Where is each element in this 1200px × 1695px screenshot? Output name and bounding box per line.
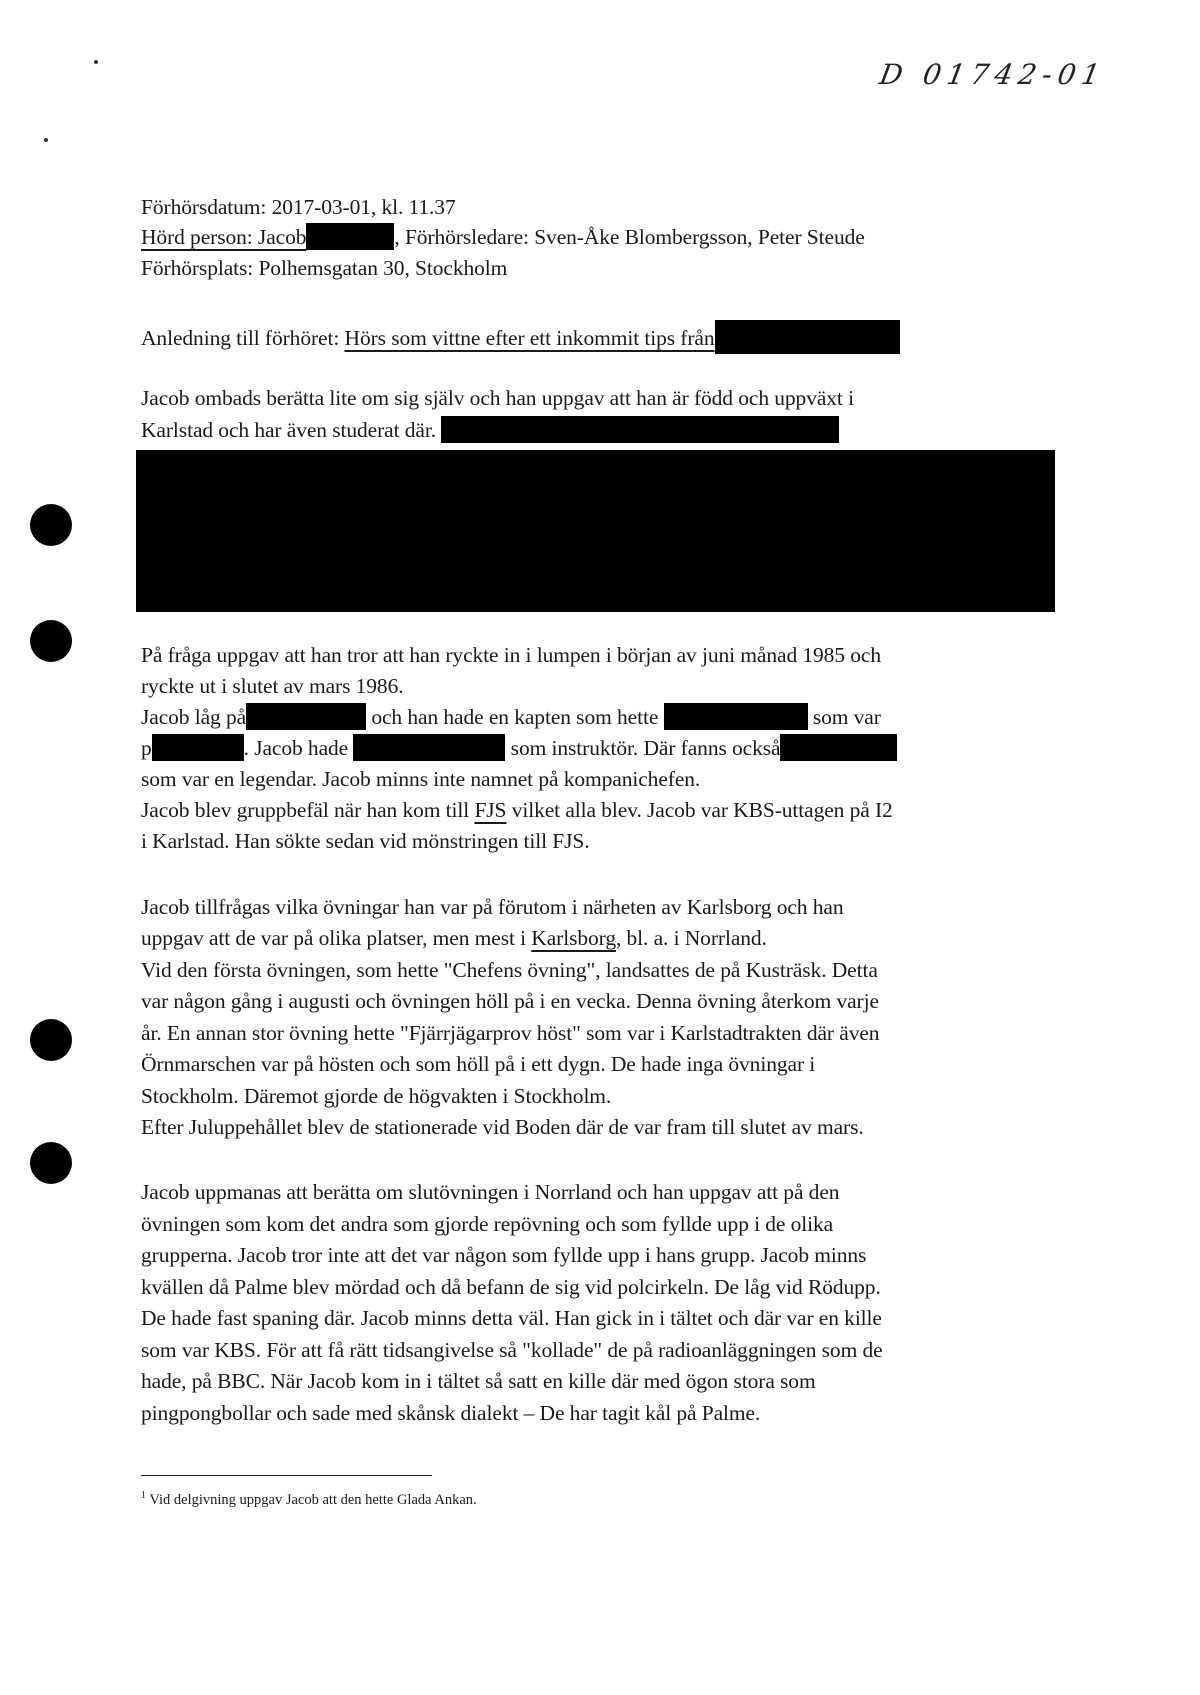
redaction-box xyxy=(306,223,394,250)
text-segment: kvällen då Palme blev mördad och då befann de sig vid polcirkeln. De låg vid Rödupp. xyxy=(141,1275,881,1299)
text-segment: Förhörsplats: Polhemsgatan 30, Stockholm xyxy=(141,256,508,280)
text-line xyxy=(141,1082,611,1110)
text-segment: . Jacob hade xyxy=(243,736,354,760)
text-segment: som instruktör. Där fanns också xyxy=(505,736,781,760)
text-line xyxy=(141,827,590,855)
text-line xyxy=(141,223,865,251)
text-line xyxy=(141,641,881,669)
text-segment: Efter Juluppehållet blev de stationerade vid Boden där de var fram till slutet av mars. xyxy=(141,1115,864,1139)
redaction-box xyxy=(780,734,897,761)
text-segment: och han hade en kapten som hette xyxy=(366,705,664,729)
footnote-divider xyxy=(141,1475,432,1476)
text-line xyxy=(141,734,897,762)
text-segment: ryckte ut i slutet av mars 1986. xyxy=(141,674,404,698)
text-segment: Hörd person: Jacob xyxy=(141,225,307,249)
redaction-box xyxy=(246,703,366,730)
text-line xyxy=(141,956,878,984)
text-segment: FJS xyxy=(474,798,507,822)
redaction-box xyxy=(152,734,244,761)
text-line xyxy=(141,672,404,700)
text-segment: De hade fast spaning där. Jacob minns detta väl. Han gick in i tältet och där var en kille xyxy=(141,1306,882,1330)
text-line xyxy=(141,1399,760,1427)
footnote-text: Vid delgivning uppgav Jacob att den hette Glada Ankan. xyxy=(149,1491,477,1508)
redaction-block xyxy=(136,450,1055,612)
text-segment: Stockholm. Däremot gjorde de högvakten i Stockholm. xyxy=(141,1084,612,1108)
text-segment: i Karlstad. Han sökte sedan vid mönstringen till FJS. xyxy=(141,829,590,853)
text-segment: p xyxy=(141,736,152,760)
text-segment: På fråga uppgav att han tror att han ryckte in i lumpen i början av juni månad 1985 och xyxy=(141,643,882,667)
text-line xyxy=(141,1304,882,1332)
text-line xyxy=(141,416,839,444)
redaction-box xyxy=(353,734,505,761)
text-segment: Örnmarschen var på hösten och som höll på i ett dygn. De hade inga övningar i xyxy=(141,1052,816,1076)
text-line xyxy=(141,254,507,282)
text-segment: som var KBS. För att få rätt tidsangivelse så "kollade" de på radioanläggningen som de xyxy=(141,1338,883,1362)
text-line xyxy=(141,987,879,1015)
punch-hole xyxy=(30,1142,72,1184)
text-line xyxy=(141,1050,815,1078)
text-segment: Förhörsdatum: 2017-03-01, kl. 11.37 xyxy=(141,195,456,219)
scan-speck xyxy=(44,138,48,142)
text-segment: hade, på BBC. När Jacob kom in i tältet så satt en kille där med ögon stora som xyxy=(141,1369,816,1393)
footnote xyxy=(141,1490,477,1509)
text-segment: övningen som kom det andra som gjorde repövning och som fyllde upp i de olika xyxy=(141,1212,834,1236)
text-segment: Anledning till förhöret: xyxy=(141,326,345,350)
text-segment: Hörs som vittne efter ett inkommit tips från xyxy=(344,326,715,350)
text-segment: vilket alla blev. Jacob var KBS-uttagen på I2 xyxy=(506,798,893,822)
text-segment: som var en legendar. Jacob minns inte namnet på kompanichefen. xyxy=(141,767,701,791)
text-line xyxy=(141,1019,879,1047)
text-line xyxy=(141,703,881,731)
text-line xyxy=(141,796,893,824)
punch-hole xyxy=(30,620,72,662)
footnote-mark: 1 xyxy=(141,1490,146,1501)
text-line xyxy=(141,1273,881,1301)
punch-hole xyxy=(30,504,72,546)
text-line xyxy=(141,1367,816,1395)
redaction-box xyxy=(441,416,839,443)
text-line xyxy=(141,320,900,354)
redaction-box xyxy=(715,320,900,354)
text-line xyxy=(141,1241,866,1269)
text-segment: uppgav att de var på olika platser, men mest i xyxy=(141,926,532,950)
handwritten-reference-number: D 01742-01 xyxy=(877,58,1109,91)
text-line xyxy=(141,765,700,793)
text-line xyxy=(141,1113,864,1141)
text-segment: Jacob uppmanas att berätta om slutövningen i Norrland och han uppgav att på den xyxy=(141,1180,840,1204)
text-segment: , bl. a. i Norrland. xyxy=(615,926,767,950)
text-line xyxy=(141,1336,883,1364)
text-line xyxy=(141,1178,839,1206)
text-segment: grupperna. Jacob tror inte att det var någon som fyllde upp i hans grupp. Jacob minns xyxy=(141,1243,867,1267)
punch-hole xyxy=(30,1019,72,1061)
text-line xyxy=(141,893,843,921)
text-line xyxy=(141,1210,833,1238)
text-segment: Jacob tillfrågas vilka övningar han var på förutom i närheten av Karlsborg och han xyxy=(141,895,844,919)
text-segment: Karlsborg xyxy=(531,926,616,950)
text-segment: Vid den första övningen, som hette "Chefens övning", landsattes de på Kusträsk. Detta xyxy=(141,958,878,982)
text-segment: , Förhörsledare: Sven-Åke Blombergsson, Peter Steude xyxy=(394,225,865,249)
text-segment: år. En annan stor övning hette "Fjärrjägarprov höst" som var i Karlstadtrakten där även xyxy=(141,1021,880,1045)
text-segment: Karlstad och har även studerat där. xyxy=(141,418,442,442)
text-segment: pingpongbollar och sade med skånsk dialekt – De har tagit kål på Palme. xyxy=(141,1401,761,1425)
text-line xyxy=(141,924,767,952)
text-line xyxy=(141,193,456,221)
text-segment: Jacob ombads berätta lite om sig själv och han uppgav att han är född och uppväxt i xyxy=(141,386,854,410)
redaction-box xyxy=(664,703,808,730)
scan-speck xyxy=(94,60,98,64)
text-segment: var någon gång i augusti och övningen höll på i en vecka. Denna övning återkom varje xyxy=(141,989,879,1013)
text-line xyxy=(141,384,854,412)
text-segment: Jacob låg på xyxy=(141,705,247,729)
text-segment: Jacob blev gruppbefäl när han kom till xyxy=(141,798,475,822)
text-segment: som var xyxy=(807,705,881,729)
